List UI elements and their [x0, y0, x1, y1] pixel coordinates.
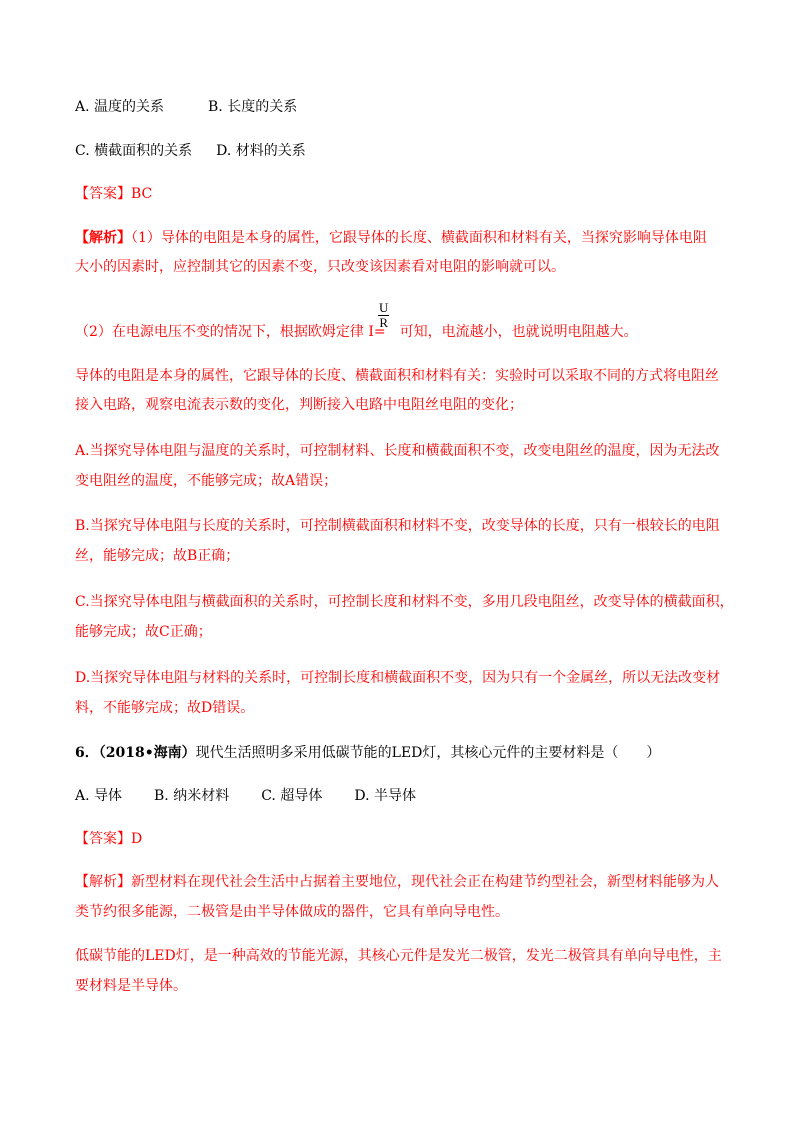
q5-analysis-c-line1: C.当探究导体电阻与横截面积的关系时，可控制长度和材料不变，多用几段电阻丝，改变导体的横截面积， — [75, 594, 734, 610]
q6-stem-line — [75, 743, 660, 763]
q6-analysis2-line2: 要材料是半导体。 — [75, 978, 187, 994]
q6-option-c: C. 超导体 — [261, 788, 323, 804]
q5-analysis-p2-after: 可知，电流越小，也就说明电阻越大。 — [399, 324, 638, 340]
q5-option-a: A. 温度的关系 — [75, 99, 165, 115]
q6-option-d: D. 半导体 — [354, 788, 416, 804]
q5-analysis-d-line2: 料，不能够完成；故D错误。 — [75, 700, 255, 716]
q5-analysis-label: 【解析】 — [75, 230, 131, 246]
q6-option-b: B. 纳米材料 — [154, 788, 230, 804]
q5-option-c: C. 横截面积的关系 — [75, 143, 193, 159]
fraction-denominator: R — [379, 315, 389, 330]
q5-options-row-2 — [75, 141, 306, 161]
q5-analysis-a-line1: A.当探究导体电阻与温度的关系时，可控制材料、长度和横截面积不变，改变电阻丝的温度，因为无法改 — [75, 443, 720, 459]
q5-analysis-p3-line1: 导体的电阻是本身的属性，它跟导体的长度、横截面积和材料有关：实验时可以采取不同的方式将电阻丝 — [75, 368, 719, 384]
q5-analysis-c-line2: 能够完成；故C正确； — [75, 624, 212, 640]
q5-options-row-1 — [75, 97, 297, 117]
q5-analysis-p3-line2: 接入电路，观察电流表示数的变化，判断接入电路中电阻丝电阻的变化； — [75, 397, 523, 413]
q6-analysis2-line1: 低碳节能的LED灯，是一种高效的节能光源，其核心元件是发光二极管，发光二极管具有单向导电性，主 — [75, 948, 722, 964]
fraction-numerator: U — [379, 300, 389, 315]
q5-analysis-p2 — [75, 322, 638, 342]
q6-answer: 【答案】D — [75, 831, 143, 847]
q5-analysis-p1-text: （1）导体的电阻是本身的属性，它跟导体的长度、横截面积和材料有关，当探究影响导体电阻 — [131, 230, 707, 246]
q6-option-a: A. 导体 — [75, 788, 123, 804]
q5-option-b: B. 长度的关系 — [208, 99, 298, 115]
q6-analysis-line2: 类节约很多能源，二极管是由半导体做成的器件，它具有单向导电性。 — [75, 904, 509, 920]
q6-analysis-line1: 【解析】新型材料在现代社会生活中占据着主要地位，现代社会正在构建节约型社会，新型材料能够为人 — [75, 874, 719, 890]
q5-analysis-p2-before: （2）在电源电压不变的情况下，根据欧姆定律 I= — [75, 324, 386, 340]
q5-analysis-p1-line1 — [75, 228, 707, 248]
q5-option-d: D. 材料的关系 — [216, 143, 306, 159]
q5-analysis-b-line2: 丝，能够完成；故B正确； — [75, 548, 240, 564]
q6-stem: 现代生活照明多采用低碳节能的LED灯，其核心元件的主要材料是（ ） — [195, 745, 661, 761]
q5-analysis-d-line1: D.当探究导体电阻与材料的关系时，可控制长度和横截面积不变，因为只有一个金属丝，所以无法改变材 — [75, 670, 721, 686]
q6-number: 6．（2018•海南） — [75, 745, 196, 761]
q6-options — [75, 786, 416, 806]
q5-analysis-p1-line2: 大小的因素时，应控制其它的因素不变，只改变该因素看对电阻的影响就可以。 — [75, 259, 565, 275]
q5-analysis-a-line2: 变电阻丝的温度，不能够完成；故A错误； — [75, 473, 338, 489]
q5-answer: 【答案】BC — [75, 186, 153, 202]
q5-analysis-b-line1: B.当探究导体电阻与长度的关系时，可控制横截面积和材料不变，改变导体的长度，只有一根较长的电阻 — [75, 518, 720, 534]
ohms-law-fraction — [378, 301, 389, 330]
